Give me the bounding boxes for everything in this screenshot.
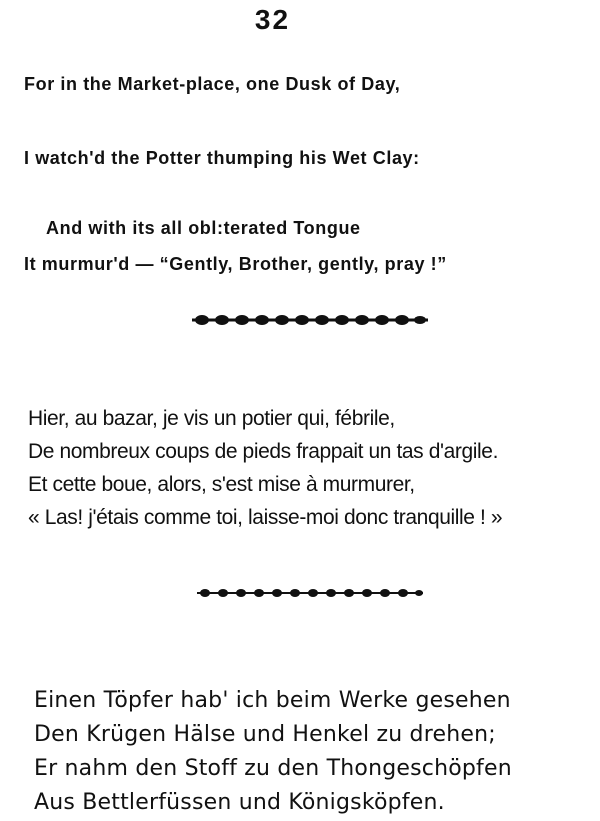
- page-number: 32: [254, 4, 291, 35]
- ornament-divider-1: [190, 310, 430, 330]
- english-line-2: I watch'd the Potter thumping his Wet Clay:: [24, 148, 420, 168]
- french-line-4: « Las! j'étais comme toi, laisse-moi donc tranquille ! »: [28, 506, 503, 529]
- french-line-2: De nombreux coups de pieds frappait un tas d'argile.: [28, 440, 499, 463]
- ornament-divider-2: [195, 585, 425, 601]
- french-line-1: Hier, au bazar, je vis un potier qui, fébrile,: [28, 407, 395, 430]
- german-stanza: [34, 684, 512, 820]
- german-line-2: Den Krügen Hälse und Henkel zu drehen;: [34, 722, 496, 747]
- english-line-3: And with its all obl:terated Tongue: [46, 218, 361, 238]
- french-line-3: Et cette boue, alors, s'est mise à murmurer,: [28, 473, 415, 496]
- english-line-4: It murmur'd — “Gently, Brother, gently, pray !”: [24, 254, 447, 274]
- french-stanza: [28, 402, 502, 534]
- german-line-3: Er nahm den Stoff zu den Thongeschöpfen: [34, 756, 512, 781]
- german-line-1: Einen Töpfer hab' ich beim Werke gesehen: [34, 688, 511, 713]
- german-line-4: Aus Bettlerfüssen und Königsköpfen.: [34, 790, 445, 815]
- english-line-1: For in the Market-place, one Dusk of Day,: [24, 74, 401, 94]
